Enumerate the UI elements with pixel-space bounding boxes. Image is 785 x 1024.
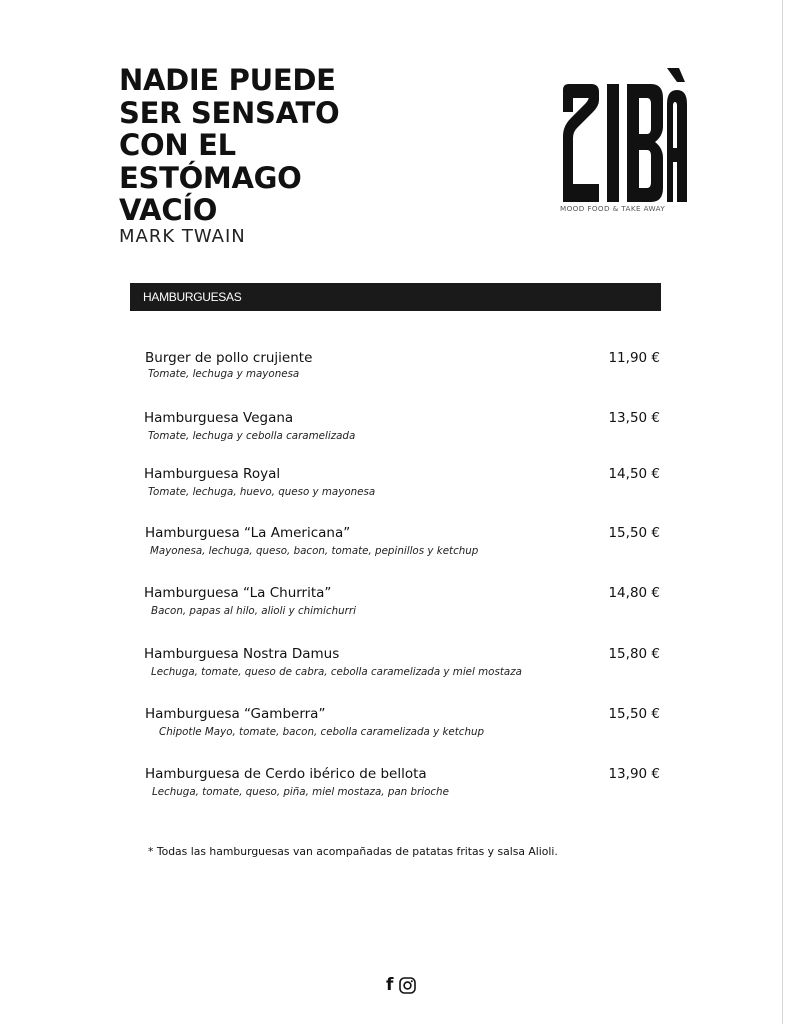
item-name: Hamburguesa Royal <box>144 466 281 482</box>
quote-line: CON EL <box>119 128 236 162</box>
item-price: 11,90 € <box>608 350 660 366</box>
item-name: Burger de pollo crujiente <box>145 350 313 366</box>
item-description: Bacon, papas al hilo, alioli y chimichurri <box>151 605 356 617</box>
quote-block <box>119 64 419 247</box>
item-name: Hamburguesa “Gamberra” <box>145 706 326 722</box>
item-description: Tomate, lechuga, huevo, queso y mayonesa <box>148 486 376 498</box>
item-description: Tomate, lechuga y mayonesa <box>148 368 300 380</box>
item-name: Hamburguesa Nostra Damus <box>144 646 340 662</box>
item-name: Hamburguesa Vegana <box>144 410 294 426</box>
quote-line: ESTÓMAGO <box>119 160 302 195</box>
brand-logo <box>555 66 690 216</box>
quote-line: VACÍO <box>119 193 218 227</box>
item-description: Chipotle Mayo, tomate, bacon, cebolla caramelizada y ketchup <box>159 726 485 738</box>
item-price: 15,50 € <box>608 706 660 722</box>
facebook-icon[interactable]: f <box>386 975 394 995</box>
item-price: 13,50 € <box>608 410 660 426</box>
item-description: Mayonesa, lechuga, queso, bacon, tomate, pepinillos y ketchup <box>150 545 479 557</box>
item-description: Lechuga, tomate, queso, piña, miel mostaza, pan brioche <box>152 786 449 798</box>
quote-author: MARK TWAIN <box>119 225 246 247</box>
item-name: Hamburguesa “La Churrita” <box>144 585 332 601</box>
item-price: 13,90 € <box>608 766 660 782</box>
item-name: Hamburguesa “La Americana” <box>145 525 351 541</box>
brand-tagline: MOOD FOOD & TAKE AWAY <box>560 204 666 213</box>
page-edge <box>782 0 783 1024</box>
item-price: 15,50 € <box>608 525 660 541</box>
social-links <box>386 974 416 996</box>
section-header <box>130 283 661 311</box>
instagram-icon[interactable] <box>399 977 416 994</box>
quote-line: SER SENSATO <box>119 95 340 130</box>
item-price: 14,80 € <box>608 585 660 601</box>
item-name: Hamburguesa de Cerdo ibérico de bellota <box>145 766 427 782</box>
footnote: * Todas las hamburguesas van acompañadas de patatas fritas y salsa Alioli. <box>148 845 558 858</box>
item-description: Tomate, lechuga y cebolla caramelizada <box>148 430 356 442</box>
item-description: Lechuga, tomate, queso de cabra, cebolla caramelizada y miel mostaza <box>151 666 522 678</box>
item-price: 14,50 € <box>608 466 660 482</box>
section-title: HAMBURGUESAS <box>143 290 242 304</box>
quote-line: NADIE PUEDE <box>119 63 336 97</box>
item-price: 15,80 € <box>608 646 660 662</box>
